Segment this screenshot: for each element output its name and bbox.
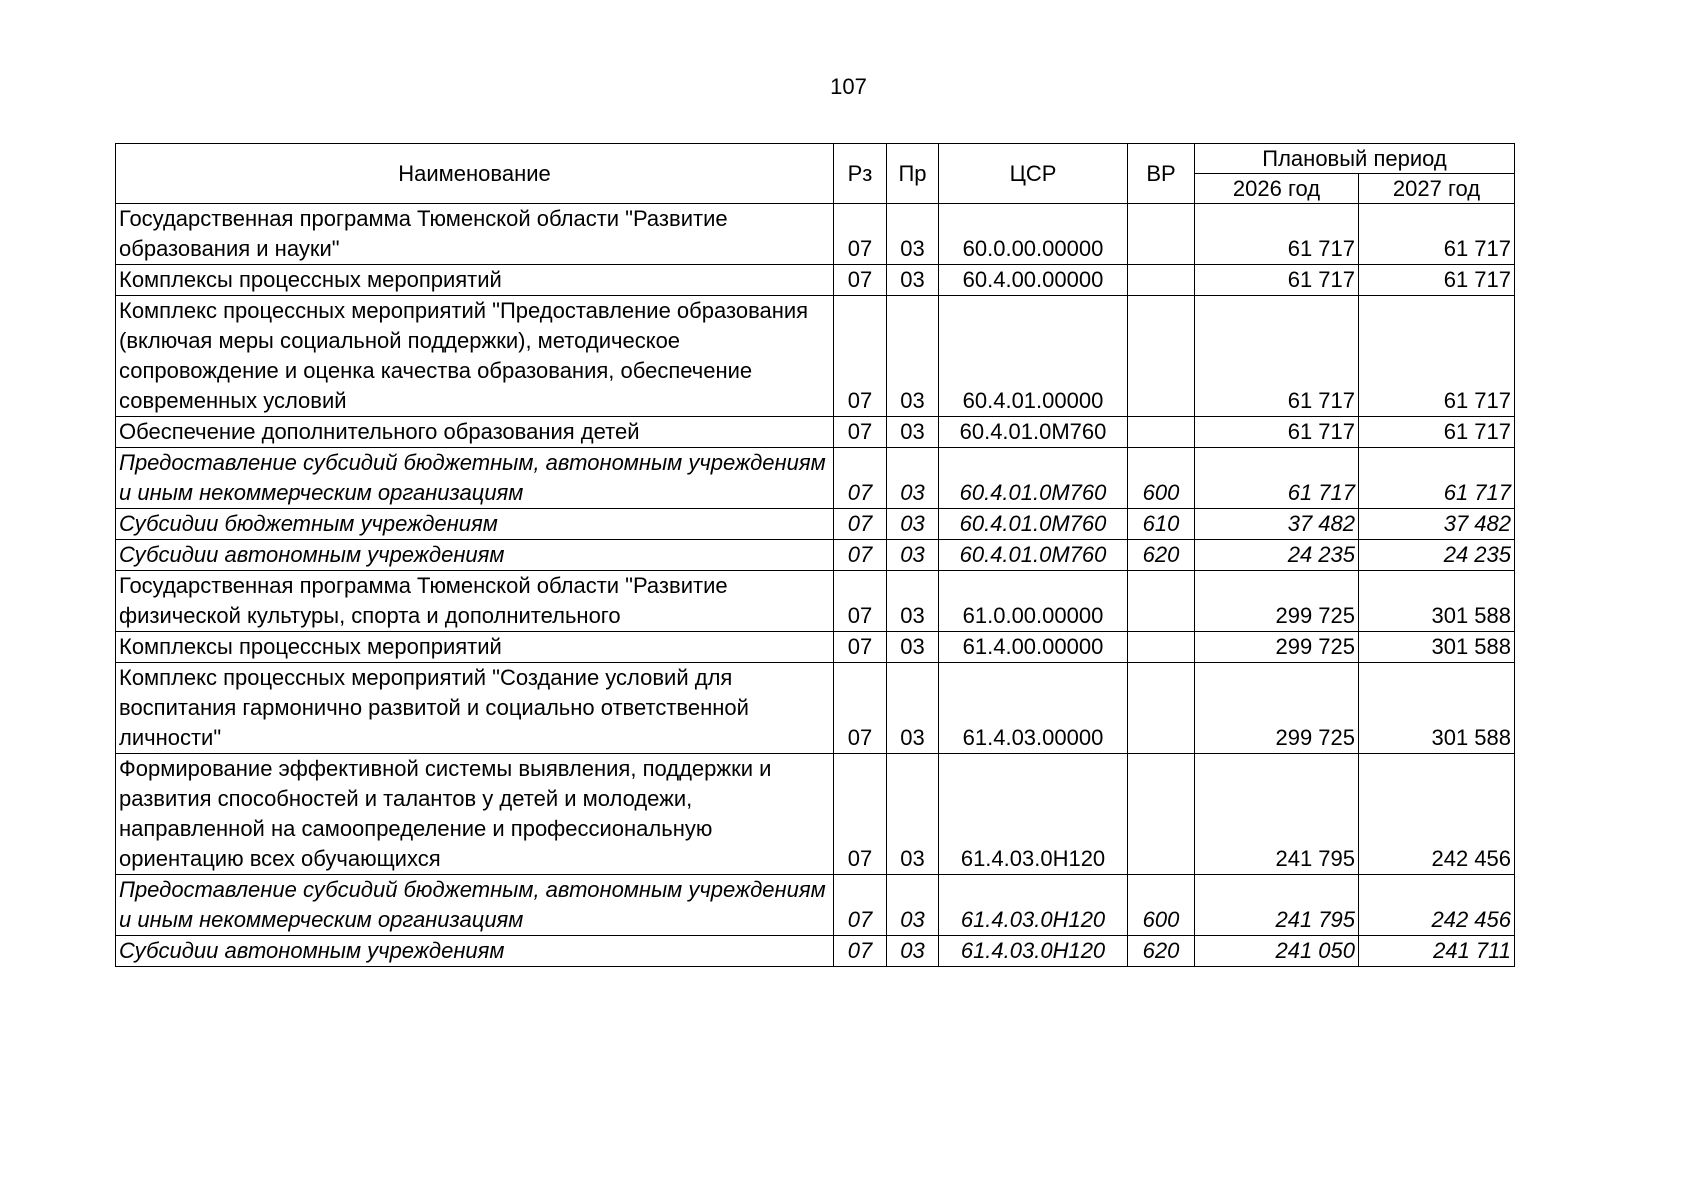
- cell-name: Комплекс процессных мероприятий "Предоставление образования (включая меры социальной поддержки), методическое сопровождение и оценка качества образования, обеспечение современных условий: [116, 296, 834, 417]
- cell-csr: 61.4.03.00000: [939, 663, 1128, 754]
- cell-name: Субсидии автономным учреждениям: [116, 540, 834, 571]
- cell-csr: 61.4.00.00000: [939, 632, 1128, 663]
- cell-pr: 03: [887, 204, 939, 265]
- cell-2026: 61 717: [1195, 265, 1359, 296]
- cell-name: Субсидии бюджетным учреждениям: [116, 509, 834, 540]
- cell-pr: 03: [887, 754, 939, 875]
- cell-pr: 03: [887, 296, 939, 417]
- cell-csr: 60.0.00.00000: [939, 204, 1128, 265]
- table-body: [116, 204, 1515, 967]
- cell-vr: 620: [1128, 936, 1195, 967]
- header-csr: ЦСР: [939, 144, 1128, 204]
- table-row: [116, 632, 1515, 663]
- cell-2027: 242 456: [1359, 875, 1515, 936]
- cell-pr: 03: [887, 632, 939, 663]
- header-year-2027: 2027 год: [1359, 174, 1515, 204]
- cell-2026: 299 725: [1195, 571, 1359, 632]
- cell-pr: 03: [887, 540, 939, 571]
- cell-2026: 241 050: [1195, 936, 1359, 967]
- cell-csr: 60.4.01.0М760: [939, 540, 1128, 571]
- cell-rz: 07: [834, 754, 887, 875]
- cell-rz: 07: [834, 875, 887, 936]
- cell-csr: 61.0.00.00000: [939, 571, 1128, 632]
- cell-rz: 07: [834, 296, 887, 417]
- cell-2027: 301 588: [1359, 663, 1515, 754]
- cell-csr: 61.4.03.0Н120: [939, 754, 1128, 875]
- table-row: [116, 936, 1515, 967]
- cell-vr: [1128, 632, 1195, 663]
- header-name: Наименование: [116, 144, 834, 204]
- cell-2027: 61 717: [1359, 296, 1515, 417]
- header-row: [116, 144, 1515, 174]
- cell-csr: 60.4.01.0М760: [939, 417, 1128, 448]
- cell-2026: 61 717: [1195, 204, 1359, 265]
- table-row: [116, 875, 1515, 936]
- cell-rz: 07: [834, 265, 887, 296]
- cell-2027: 61 717: [1359, 204, 1515, 265]
- cell-rz: 07: [834, 632, 887, 663]
- cell-2027: 24 235: [1359, 540, 1515, 571]
- cell-name: Формирование эффективной системы выявления, поддержки и развития способностей и талантов у детей и молодежи, направленной на самоопределение и профессиональную ориентацию всех обучающихся: [116, 754, 834, 875]
- cell-2027: 61 717: [1359, 265, 1515, 296]
- cell-vr: 620: [1128, 540, 1195, 571]
- cell-2027: 301 588: [1359, 571, 1515, 632]
- cell-vr: [1128, 265, 1195, 296]
- cell-name: Предоставление субсидий бюджетным, автономным учреждениям и иным некоммерческим организациям: [116, 448, 834, 509]
- header-pr: Пр: [887, 144, 939, 204]
- cell-vr: 610: [1128, 509, 1195, 540]
- cell-name: Государственная программа Тюменской области "Развитие физической культуры, спорта и дополнительного: [116, 571, 834, 632]
- cell-csr: 60.4.01.0М760: [939, 509, 1128, 540]
- cell-csr: 60.4.01.0М760: [939, 448, 1128, 509]
- cell-rz: 07: [834, 204, 887, 265]
- cell-2026: 61 717: [1195, 448, 1359, 509]
- cell-csr: 61.4.03.0Н120: [939, 936, 1128, 967]
- cell-name: Комплексы процессных мероприятий: [116, 265, 834, 296]
- cell-rz: 07: [834, 509, 887, 540]
- cell-2026: 299 725: [1195, 663, 1359, 754]
- cell-2026: 241 795: [1195, 875, 1359, 936]
- cell-2026: 61 717: [1195, 296, 1359, 417]
- cell-2026: 37 482: [1195, 509, 1359, 540]
- cell-rz: 07: [834, 417, 887, 448]
- cell-pr: 03: [887, 571, 939, 632]
- table-row: [116, 663, 1515, 754]
- table-header: [116, 144, 1515, 204]
- cell-pr: 03: [887, 448, 939, 509]
- cell-2027: 61 717: [1359, 448, 1515, 509]
- table-row: [116, 417, 1515, 448]
- cell-2027: 301 588: [1359, 632, 1515, 663]
- cell-name: Комплексы процессных мероприятий: [116, 632, 834, 663]
- table-row: [116, 204, 1515, 265]
- cell-name: Комплекс процессных мероприятий "Создание условий для воспитания гармонично развитой и социально ответственной личности": [116, 663, 834, 754]
- cell-2026: 299 725: [1195, 632, 1359, 663]
- cell-pr: 03: [887, 663, 939, 754]
- cell-rz: 07: [834, 540, 887, 571]
- cell-2027: 37 482: [1359, 509, 1515, 540]
- cell-vr: [1128, 204, 1195, 265]
- cell-rz: 07: [834, 571, 887, 632]
- cell-pr: 03: [887, 936, 939, 967]
- cell-name: Государственная программа Тюменской области "Развитие образования и науки": [116, 204, 834, 265]
- header-year-2026: 2026 год: [1195, 174, 1359, 204]
- table-row: [116, 509, 1515, 540]
- cell-rz: 07: [834, 936, 887, 967]
- cell-vr: 600: [1128, 448, 1195, 509]
- cell-csr: 60.4.01.00000: [939, 296, 1128, 417]
- cell-name: Субсидии автономным учреждениям: [116, 936, 834, 967]
- header-rz: Рз: [834, 144, 887, 204]
- cell-2026: 61 717: [1195, 417, 1359, 448]
- table-row: [116, 448, 1515, 509]
- cell-vr: [1128, 571, 1195, 632]
- cell-rz: 07: [834, 663, 887, 754]
- cell-csr: 60.4.00.00000: [939, 265, 1128, 296]
- table-row: [116, 265, 1515, 296]
- cell-pr: 03: [887, 875, 939, 936]
- cell-vr: [1128, 296, 1195, 417]
- table-row: [116, 296, 1515, 417]
- table-row: [116, 540, 1515, 571]
- cell-2027: 241 711: [1359, 936, 1515, 967]
- cell-vr: [1128, 754, 1195, 875]
- budget-table: [115, 143, 1515, 967]
- cell-pr: 03: [887, 265, 939, 296]
- cell-vr: [1128, 663, 1195, 754]
- cell-vr: [1128, 417, 1195, 448]
- cell-csr: 61.4.03.0Н120: [939, 875, 1128, 936]
- cell-2027: 61 717: [1359, 417, 1515, 448]
- table-row: [116, 754, 1515, 875]
- cell-2026: 241 795: [1195, 754, 1359, 875]
- header-vr: ВР: [1128, 144, 1195, 204]
- cell-name: Предоставление субсидий бюджетным, автономным учреждениям и иным некоммерческим организациям: [116, 875, 834, 936]
- page-number: 107: [830, 74, 867, 99]
- header-planned-period: Плановый период: [1195, 144, 1515, 174]
- table-row: [116, 571, 1515, 632]
- cell-pr: 03: [887, 509, 939, 540]
- cell-name: Обеспечение дополнительного образования детей: [116, 417, 834, 448]
- cell-pr: 03: [887, 417, 939, 448]
- cell-2027: 242 456: [1359, 754, 1515, 875]
- cell-vr: 600: [1128, 875, 1195, 936]
- cell-2026: 24 235: [1195, 540, 1359, 571]
- cell-rz: 07: [834, 448, 887, 509]
